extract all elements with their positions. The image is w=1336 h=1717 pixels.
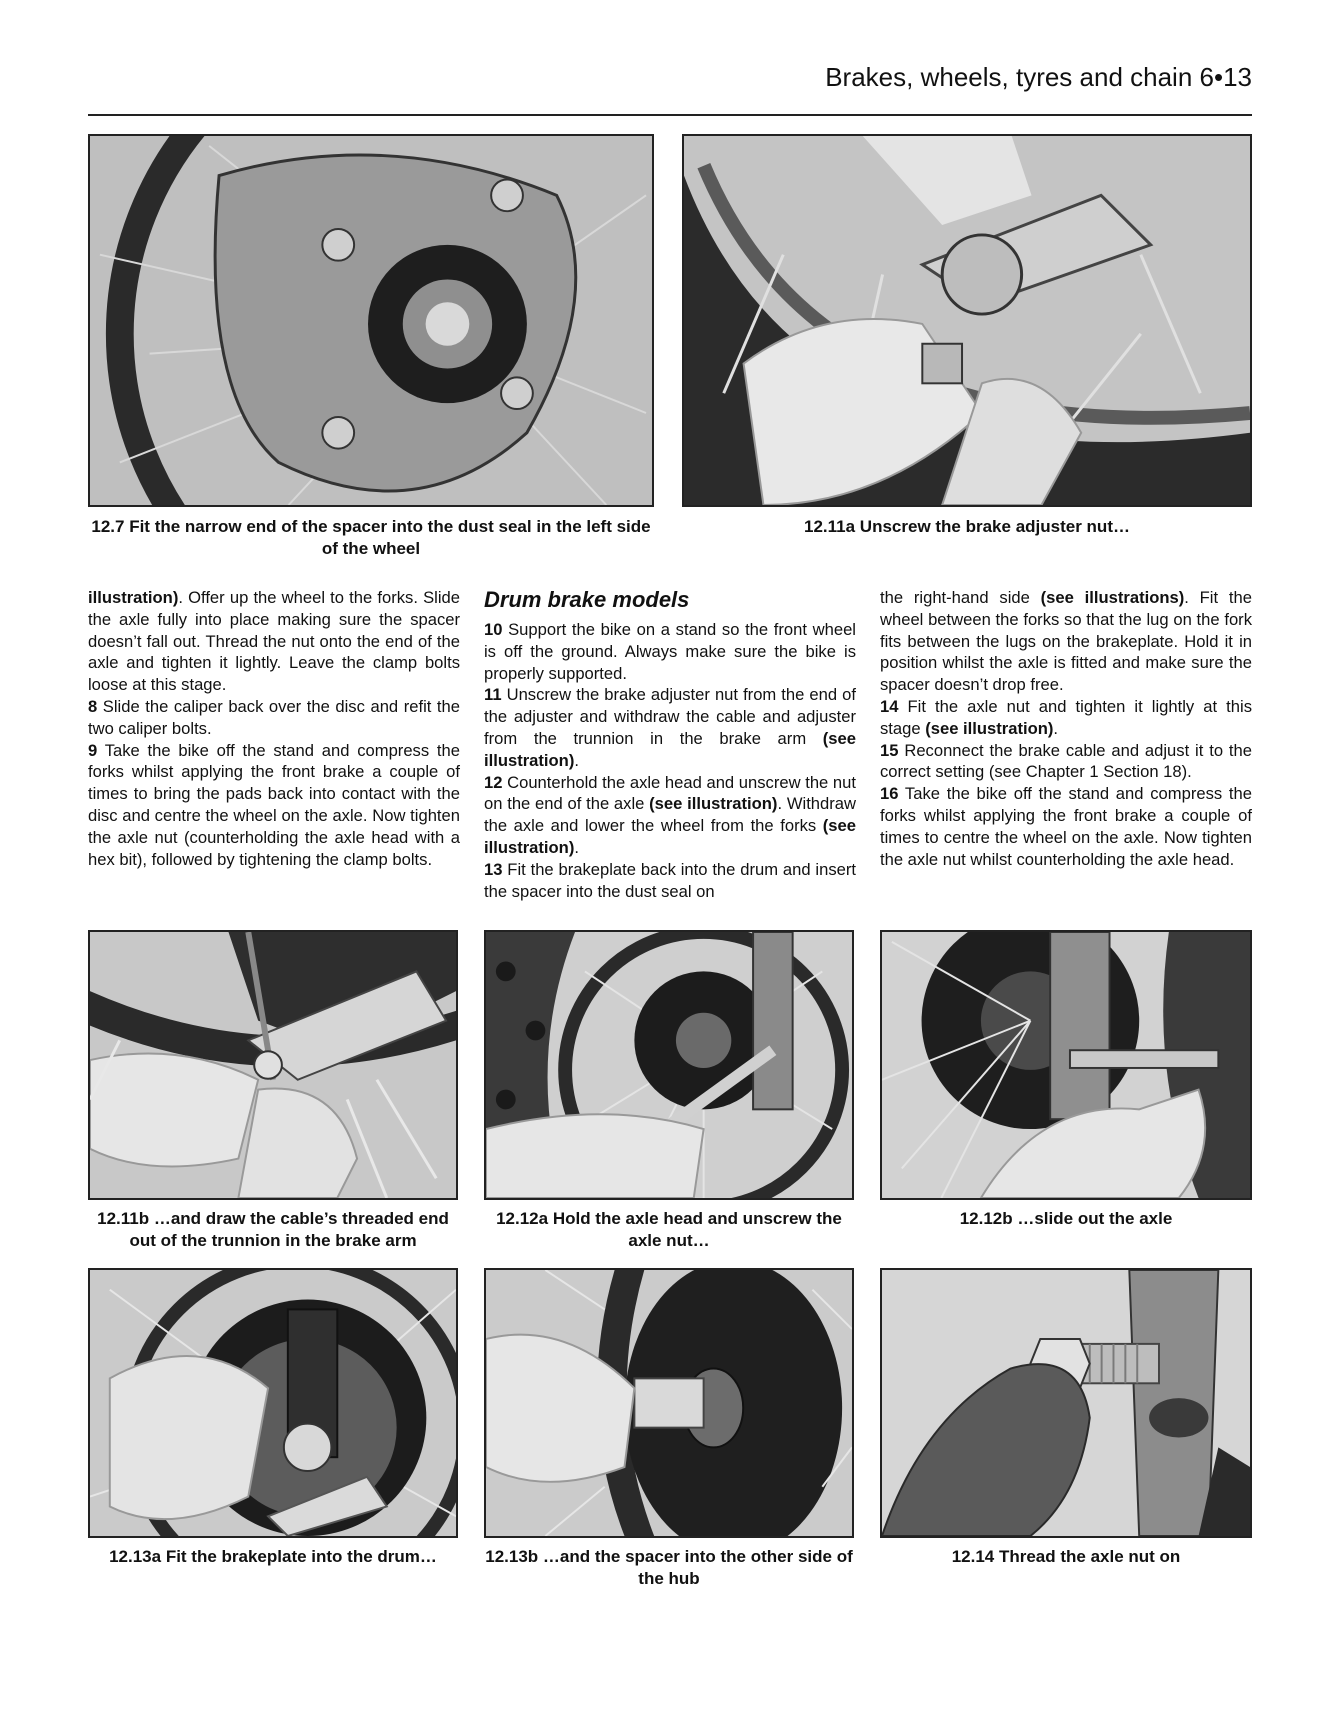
step-text: Take the bike off the stand and compress the forks whilst applying the front brake a couple of times to centre the wheel on the axle. Now tighten the axle nut whilst counterholding the axle head. — [880, 784, 1252, 869]
photo-12-11b — [88, 930, 458, 1200]
step-number: 14 — [880, 696, 899, 716]
slide-axle-photo — [882, 932, 1250, 1198]
brakeplate-photo — [90, 1270, 456, 1536]
illustration-ref: illustration) — [88, 588, 179, 607]
paragraph-continued — [880, 587, 1252, 696]
step-text: Support the bike on a stand so the front wheel is off the ground. Always make sure the bike is properly supported. — [484, 620, 856, 683]
paragraph-text: . Fit the wheel between the forks so that the lug on the fork fits between the lugs on the brakeplate. Hold it in position whilst the axle is fitted and make sure the spacer doesn’t drop free. — [880, 588, 1252, 695]
photo-12-12a — [484, 930, 854, 1200]
running-head: Brakes, wheels, tyres and chain 6•13 — [825, 62, 1252, 92]
step-14 — [880, 696, 1252, 740]
step-text: Take the bike off the stand and compress the forks whilst applying the front brake a couple of times to bring the pads back into contact with the disc and centre the wheel on the axle. Now tighten the axle nut (counterholding the axle head with a hex bit), followed by tightening the clamp bolts. — [88, 740, 460, 869]
caption-12-13b: 12.13b …and the spacer into the other side of the hub — [485, 1547, 853, 1588]
text-column-2 — [484, 587, 856, 902]
photo-12-13a — [88, 1268, 458, 1538]
brake-adjuster-photo — [684, 136, 1250, 505]
illustration-ref: (see illustration) — [649, 794, 778, 814]
illustration-ref: (see illustration) — [484, 816, 856, 857]
spacer-hub-photo — [486, 1270, 852, 1536]
caption-12-11a: 12.11a Unscrew the brake adjuster nut… — [804, 517, 1130, 536]
axle-nut-thread-photo — [882, 1270, 1250, 1536]
paragraph-text: the right-hand side — [880, 588, 1041, 607]
caption-12-13a: 12.13a Fit the brakeplate into the drum… — [109, 1547, 437, 1566]
step-number: 15 — [880, 740, 899, 760]
step-number: 11 — [484, 685, 502, 705]
caption-12-7: 12.7 Fit the narrow end of the spacer into the dust seal in the left side of the wheel — [91, 517, 651, 558]
photo-12-11a — [682, 134, 1252, 507]
caption-12-12b: 12.12b …slide out the axle — [959, 1209, 1173, 1228]
step-text: . — [574, 837, 579, 857]
text-column-3 — [880, 587, 1252, 870]
step-text: . Withdraw the axle and lower the wheel from the forks — [484, 794, 856, 836]
step-10 — [484, 619, 856, 684]
step-text: Fit the brakeplate back into the drum and insert the spacer into the dust seal on — [484, 859, 856, 901]
photo-12-7 — [88, 134, 654, 507]
step-number: 8 — [88, 696, 98, 716]
step-text: . — [1053, 718, 1059, 738]
photo-12-13b — [484, 1268, 854, 1538]
trunnion-photo — [90, 932, 456, 1198]
step-15 — [880, 740, 1252, 784]
paragraph-continued — [88, 587, 460, 696]
illustration-ref: (see illustration) — [925, 718, 1054, 738]
step-text: Reconnect the brake cable and adjust it to the correct setting (see Chapter 1 Section 18). — [880, 740, 1252, 782]
step-8 — [88, 696, 460, 740]
caption-12-11b: 12.11b …and draw the cable’s threaded end out of the trunnion in the brake arm — [97, 1209, 449, 1250]
caption-12-14: 12.14 Thread the axle nut on — [951, 1547, 1181, 1566]
page-header — [88, 56, 1252, 116]
step-text: Counterhold the axle head and unscrew the nut on the end of the axle — [484, 772, 856, 814]
step-9 — [88, 740, 460, 871]
step-number: 13 — [484, 859, 503, 879]
step-text: . — [574, 750, 579, 770]
photo-12-14 — [880, 1268, 1252, 1538]
step-16 — [880, 783, 1252, 870]
step-number: 12 — [484, 772, 503, 792]
illustration-ref: (see illustration) — [484, 728, 856, 770]
paragraph-text: . Offer up the wheel to the forks. Slide the axle fully into place making sure the spacer doesn’t fall out. Thread the nut onto the end of the axle and tighten it lightly. Leave the clamp bolts loose at this stage. — [88, 588, 460, 695]
text-column-1 — [88, 587, 460, 870]
step-text: Slide the caliper back over the disc and refit the two caliper bolts. — [88, 696, 460, 738]
step-11 — [484, 684, 856, 771]
step-13 — [484, 859, 856, 903]
wheel-disc-photo — [90, 136, 652, 505]
step-number: 16 — [880, 784, 899, 804]
step-12 — [484, 772, 856, 859]
axle-nut-photo — [486, 932, 852, 1198]
illustration-ref: (see illustrations) — [1040, 588, 1185, 607]
step-text: Unscrew the brake adjuster nut from the end of the adjuster and withdraw the cable and adjuster from the trunnion in the brake arm — [484, 685, 856, 748]
step-number: 10 — [484, 620, 503, 639]
step-number: 9 — [88, 740, 98, 760]
section-heading: Drum brake models — [484, 587, 690, 612]
caption-12-12a: 12.12a Hold the axle head and unscrew the axle nut… — [496, 1209, 842, 1250]
photo-12-12b — [880, 930, 1252, 1200]
step-text: Fit the axle nut and tighten it lightly at this stage — [880, 696, 1252, 738]
